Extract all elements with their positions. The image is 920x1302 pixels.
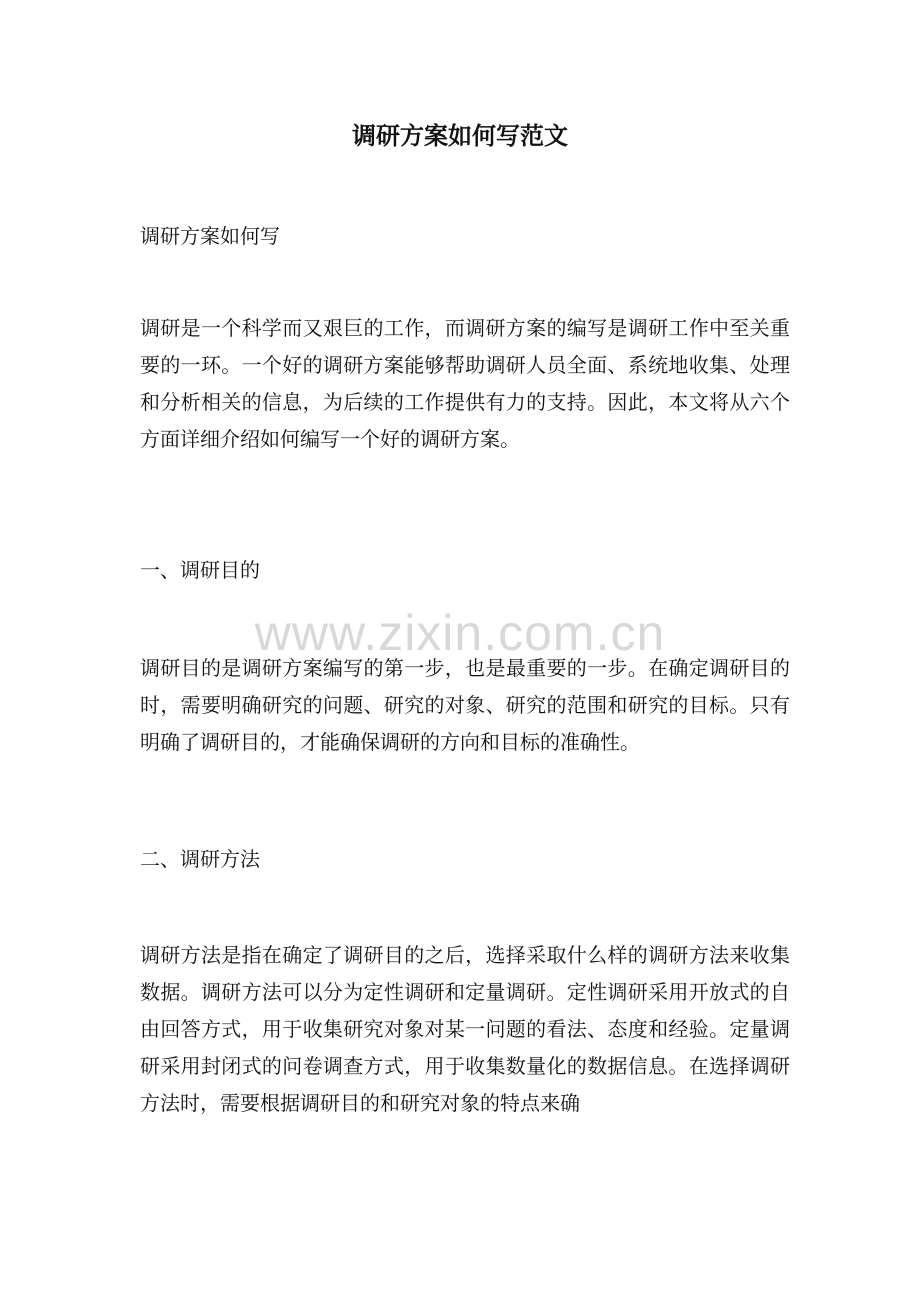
watermark: www.zixin.com.cn	[254, 605, 666, 661]
document-subtitle: 调研方案如何写	[140, 224, 280, 248]
section-body-purpose: 调研目的是调研方案编写的第一步，也是最重要的一步。在确定调研目的时，需要明确研究的问题、研究的对象、研究的范围和研究的目标。只有明确了调研目的，才能确保调研的方向和目标的准确性。	[140, 656, 790, 754]
document-title: 调研方案如何写范文	[352, 121, 568, 150]
section-heading-purpose: 一、调研目的	[140, 558, 260, 582]
section-body-method: 调研方法是指在确定了调研目的之后，选择采取什么样的调研方法来收集数据。调研方法可以分为定性调研和定量调研。定性调研采用开放式的自由回答方式，用于收集研究对象对某一问题的看法、态度和经验。定量调研采用封闭式的问卷调查方式，用于收集数量化的数据信息。在选择调研方法时，需要根据调研目的和研究对象的特点来确	[140, 943, 790, 1115]
intro-paragraph: 调研是一个科学而又艰巨的工作，而调研方案的编写是调研工作中至关重要的一环。一个好的调研方案能够帮助调研人员全面、系统地收集、处理和分析相关的信息，为后续的工作提供有力的支持。因此，本文将从六个方面详细介绍如何编写一个好的调研方案。	[140, 316, 790, 451]
section-heading-method: 二、调研方法	[140, 847, 260, 871]
